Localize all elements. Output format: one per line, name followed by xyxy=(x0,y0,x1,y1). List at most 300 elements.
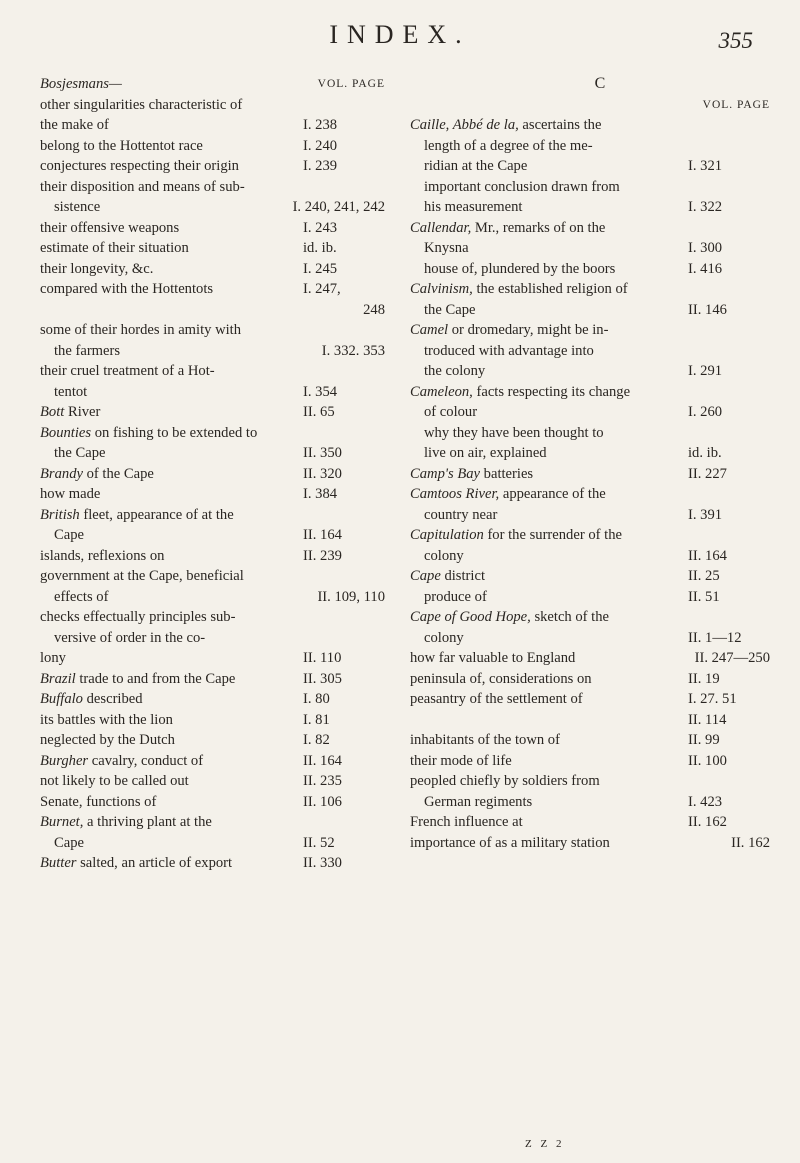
entry-text xyxy=(424,341,594,362)
entry-description: compared with the Hottentots xyxy=(40,281,214,297)
index-entry xyxy=(40,853,385,874)
entry-description: French influence at xyxy=(410,814,523,830)
entry-description: batteries xyxy=(480,465,534,482)
entry-description: effects of xyxy=(54,588,109,605)
entry-text xyxy=(40,505,234,526)
entry-reference: II. 239 xyxy=(303,547,342,564)
index-entry xyxy=(410,710,770,731)
entry-text xyxy=(424,238,469,259)
entry-reference: II. 100 xyxy=(688,752,727,769)
index-entry xyxy=(40,587,385,608)
entry-reference: I. 238 xyxy=(303,117,338,133)
index-entry xyxy=(410,833,770,854)
entry-reference: I. 81 xyxy=(303,711,330,728)
entry-reference: I. 300 xyxy=(688,240,723,256)
entry-description: sistence xyxy=(54,199,101,215)
entry-text xyxy=(40,259,153,280)
entry-text xyxy=(424,136,593,157)
entry-description: not likely to be called out xyxy=(40,773,189,789)
index-entry xyxy=(410,464,770,485)
index-entry xyxy=(410,443,770,464)
entry-description: country near xyxy=(424,506,498,523)
entry-keyword: Calvinism, xyxy=(410,281,473,297)
entry-reference: I. 247, xyxy=(303,281,341,297)
entry-reference: II. 106 xyxy=(303,793,342,810)
index-entry xyxy=(410,792,770,813)
entry-reference: II. 109, 110 xyxy=(317,588,385,605)
vol-page-label: VOL. PAGE xyxy=(702,98,770,111)
index-entry xyxy=(410,751,770,772)
entry-reference: II. 51 xyxy=(688,588,720,605)
entry-keyword: Bott xyxy=(40,404,65,420)
index-entry xyxy=(40,218,385,239)
entry-reference: II. 162 xyxy=(731,834,770,851)
entry-reference: I. 416 xyxy=(688,260,723,277)
index-entry xyxy=(40,505,385,526)
index-entry xyxy=(40,525,385,546)
entry-keyword: Capitulation xyxy=(410,527,484,543)
entry-description: facts respecting its change xyxy=(472,383,631,400)
entry-description: live on air, explained xyxy=(424,445,547,461)
index-entry xyxy=(40,361,385,382)
entry-text xyxy=(54,197,100,218)
index-entries xyxy=(40,95,385,874)
entry-reference: II. 320 xyxy=(303,465,342,482)
index-entry xyxy=(410,218,770,239)
entry-text xyxy=(410,525,622,546)
entry-text xyxy=(54,443,105,464)
entry-reference: II. 164 xyxy=(303,527,342,543)
index-entry xyxy=(40,402,385,423)
index-entry xyxy=(40,238,385,259)
entry-keyword: Bounties xyxy=(40,424,92,441)
index-column-left xyxy=(40,74,385,874)
entry-keyword: British xyxy=(40,506,80,523)
index-entry xyxy=(40,177,385,198)
entry-text xyxy=(424,197,522,218)
index-entry xyxy=(40,566,385,587)
entry-description: Senate, functions of xyxy=(40,793,157,810)
index-column-right xyxy=(410,74,770,853)
entry-text xyxy=(410,382,630,403)
entry-keyword: Burgher xyxy=(40,752,89,769)
index-entry xyxy=(40,833,385,854)
entry-text xyxy=(40,320,241,341)
index-entry xyxy=(40,136,385,157)
entry-text xyxy=(410,566,485,587)
entry-description: the established religion of xyxy=(472,281,628,297)
entry-description: their disposition and means of sub- xyxy=(40,178,245,195)
entry-reference: II. 52 xyxy=(303,834,335,851)
entry-text xyxy=(410,771,600,792)
entry-text xyxy=(410,689,583,710)
section-letter: C xyxy=(594,75,606,92)
entry-reference: II. 350 xyxy=(303,445,342,461)
heading-term: Bosjesmans— xyxy=(40,76,122,92)
entry-text xyxy=(410,484,606,505)
entry-description: inhabitants of the town of xyxy=(410,732,560,748)
entry-keyword: Cape of Good Hope, xyxy=(410,609,531,625)
entry-text xyxy=(410,833,610,854)
index-entry xyxy=(40,423,385,444)
entry-text xyxy=(424,587,487,608)
index-entry xyxy=(40,689,385,710)
entry-description: tentot xyxy=(54,383,88,400)
entry-text xyxy=(410,279,628,300)
index-entry xyxy=(40,279,385,300)
entry-text xyxy=(424,177,620,198)
entry-keyword: Butter xyxy=(40,855,77,871)
entry-description: why they have been thought to xyxy=(424,424,604,441)
index-entry xyxy=(410,730,770,751)
index-entry xyxy=(410,382,770,403)
index-entry xyxy=(410,115,770,136)
entry-description: trade to and from the Cape xyxy=(75,670,236,687)
entry-description: colony xyxy=(424,547,464,564)
entry-reference: II. 305 xyxy=(303,670,342,687)
entry-text xyxy=(40,566,244,587)
entry-text xyxy=(40,402,100,423)
entry-description: colony xyxy=(424,629,464,646)
index-entry xyxy=(410,607,770,628)
index-entry xyxy=(410,546,770,567)
entry-text xyxy=(54,341,120,362)
entry-description: ascertains the xyxy=(518,117,602,133)
index-entry xyxy=(410,423,770,444)
entry-description: cavalry, conduct of xyxy=(88,752,204,769)
index-entry xyxy=(40,464,385,485)
entry-keyword: Camel xyxy=(410,322,449,338)
entry-keyword: Brazil xyxy=(40,670,76,687)
entry-text xyxy=(40,361,215,382)
entry-reference: II. 146 xyxy=(688,301,727,318)
entry-heading xyxy=(40,74,385,95)
entry-description: troduced with advantage into xyxy=(424,342,594,359)
entry-description: their mode of life xyxy=(410,752,512,769)
entry-reference: I. 243 xyxy=(303,219,338,236)
entry-description: peninsula of, considerations on xyxy=(410,670,592,687)
entry-description: of the Cape xyxy=(82,465,154,482)
index-entry xyxy=(410,525,770,546)
entry-reference: I. 80 xyxy=(303,691,330,707)
index-entry xyxy=(40,115,385,136)
entry-description: the make of xyxy=(40,117,109,133)
entry-keyword: Cameleon, xyxy=(410,383,473,400)
entry-reference: II. 110 xyxy=(303,650,342,666)
entry-text xyxy=(54,525,84,546)
entry-reference: I. 391 xyxy=(688,506,723,523)
entry-reference: II. 25 xyxy=(688,568,720,584)
entry-text xyxy=(424,423,604,444)
entry-description: described xyxy=(82,691,143,707)
entry-reference: I. 354 xyxy=(303,383,338,400)
entry-text xyxy=(424,792,532,813)
entry-description: the colony xyxy=(424,363,486,379)
entry-description: produce of xyxy=(424,588,487,605)
entry-reference: id. ib. xyxy=(688,445,722,461)
index-entry xyxy=(410,259,770,280)
entry-description: his measurement xyxy=(424,199,523,215)
entry-description: estimate of their situation xyxy=(40,240,189,256)
entry-keyword: Callendar, xyxy=(410,219,472,236)
entry-reference: I. 239 xyxy=(303,158,338,174)
entry-text xyxy=(40,136,203,157)
index-entry xyxy=(410,484,770,505)
entry-description: sketch of the xyxy=(530,609,610,625)
entry-text xyxy=(410,730,560,751)
index-entry xyxy=(40,812,385,833)
entry-description: peasantry of the settlement of xyxy=(410,691,583,707)
entry-description: their longevity, &c. xyxy=(40,260,154,277)
index-entry xyxy=(40,771,385,792)
entry-reference: I. 384 xyxy=(303,486,338,502)
index-entry xyxy=(40,730,385,751)
entry-text xyxy=(410,320,608,341)
entry-text xyxy=(40,751,203,772)
entry-reference: II. 19 xyxy=(688,670,720,687)
entry-description: some of their hordes in amity with xyxy=(40,322,242,338)
entry-text xyxy=(40,177,245,198)
entry-text xyxy=(40,546,164,567)
index-entry xyxy=(40,95,385,116)
entry-reference: II. 164 xyxy=(303,752,342,769)
entry-description: their offensive weapons xyxy=(40,219,180,236)
index-entry xyxy=(410,648,770,669)
index-entry xyxy=(40,751,385,772)
entry-description: Knysna xyxy=(424,240,469,256)
index-entry xyxy=(410,628,770,649)
index-entry xyxy=(410,136,770,157)
entry-text xyxy=(410,648,575,669)
index-entry xyxy=(410,177,770,198)
index-entry xyxy=(40,443,385,464)
index-entry xyxy=(410,689,770,710)
index-entry xyxy=(40,197,385,218)
entry-text xyxy=(40,792,156,813)
signature-mark: Z Z 2 xyxy=(525,1138,565,1150)
page-header xyxy=(0,20,800,60)
entry-text xyxy=(410,607,609,628)
entry-description: house of, plundered by the boors xyxy=(424,260,616,277)
entry-description: how far valuable to England xyxy=(410,650,576,666)
entry-description: a thriving plant at the xyxy=(83,814,212,830)
entry-text xyxy=(410,218,605,239)
entry-reference: I. 423 xyxy=(688,793,723,810)
index-entry xyxy=(40,546,385,567)
entry-text xyxy=(424,443,547,464)
index-entry xyxy=(40,382,385,403)
entry-text xyxy=(424,300,475,321)
entry-keyword: Buffalo xyxy=(40,691,83,707)
index-entry xyxy=(40,484,385,505)
entry-text xyxy=(40,669,235,690)
entry-reference: I. 322 xyxy=(688,199,723,215)
entry-description: Mr., remarks of on the xyxy=(471,219,606,236)
index-entry xyxy=(410,566,770,587)
entry-description: on fishing to be extended to xyxy=(91,424,258,441)
entry-keyword: Camp's Bay xyxy=(410,465,481,482)
entry-text xyxy=(40,484,100,505)
index-entry xyxy=(410,156,770,177)
entry-description: for the surrender of the xyxy=(483,527,622,543)
entry-description: important conclusion drawn from xyxy=(424,178,620,195)
entry-reference: II. 330 xyxy=(303,855,342,871)
index-entry xyxy=(410,300,770,321)
page-number: 355 xyxy=(718,28,753,53)
entry-description: its battles with the lion xyxy=(40,711,173,728)
entry-description: or dromedary, might be in- xyxy=(448,322,609,338)
entry-text xyxy=(40,238,189,259)
entry-description: how made xyxy=(40,486,101,502)
index-entry xyxy=(410,361,770,382)
entry-description: the Cape xyxy=(424,301,476,318)
entry-keyword: Brandy xyxy=(40,465,83,482)
entry-text xyxy=(410,464,533,485)
index-entry xyxy=(40,648,385,669)
entry-description: ridian at the Cape xyxy=(424,158,528,174)
index-entry xyxy=(40,710,385,731)
entry-reference: I. 245 xyxy=(303,260,338,277)
index-entry xyxy=(40,300,385,321)
index-entry xyxy=(410,812,770,833)
vol-page-label: VOL. PAGE xyxy=(317,78,385,90)
entry-description: fleet, appearance of at the xyxy=(79,506,234,523)
entry-description: neglected by the Dutch xyxy=(40,732,175,748)
entry-reference: II. 162 xyxy=(688,814,727,830)
index-entry xyxy=(410,402,770,423)
entry-description: belong to the Hottentot race xyxy=(40,137,203,154)
entry-text xyxy=(424,259,615,280)
entry-reference: I. 291 xyxy=(688,363,723,379)
entry-reference: II. 114 xyxy=(688,711,727,728)
entry-text xyxy=(40,771,189,792)
entry-text xyxy=(410,751,512,772)
entry-description: lony xyxy=(40,650,66,666)
index-entry xyxy=(410,197,770,218)
entry-description: length of a degree of the me- xyxy=(424,137,593,154)
entry-text xyxy=(40,279,213,300)
entry-description: versive of order in the co- xyxy=(54,629,206,646)
index-entry xyxy=(410,279,770,300)
entry-description: islands, reflexions on xyxy=(40,547,165,564)
entry-text xyxy=(40,423,257,444)
entry-description: peopled chiefly by soldiers from xyxy=(410,773,600,789)
entry-reference: II. 99 xyxy=(688,732,720,748)
entry-keyword: Cape xyxy=(410,568,441,584)
entry-text xyxy=(424,361,485,382)
entry-reference: id. ib. xyxy=(303,240,337,256)
entry-reference: II. 227 xyxy=(688,465,727,482)
entry-description: their cruel treatment of a Hot- xyxy=(40,363,215,379)
index-entry xyxy=(410,238,770,259)
entry-text xyxy=(410,115,601,136)
index-entry xyxy=(410,341,770,362)
entry-description: German regiments xyxy=(424,793,533,810)
index-title: INDEX. xyxy=(329,20,471,49)
entry-text xyxy=(40,812,212,833)
entry-reference: I. 321 xyxy=(688,158,723,174)
entry-reference: II. 1—12 xyxy=(688,629,742,646)
entry-description: Cape xyxy=(54,834,84,851)
index-entry xyxy=(40,669,385,690)
entry-reference: I. 240 xyxy=(303,137,338,154)
entry-text xyxy=(40,648,66,669)
entry-text xyxy=(40,689,143,710)
index-entry xyxy=(410,320,770,341)
entry-text xyxy=(410,669,592,690)
entry-text xyxy=(424,546,464,567)
entry-text xyxy=(424,402,477,423)
index-entry xyxy=(410,669,770,690)
entry-keyword: Burnet, xyxy=(40,814,84,830)
index-entries xyxy=(410,115,770,853)
entry-description: Cape xyxy=(54,527,84,543)
entry-text xyxy=(424,505,497,526)
index-entry xyxy=(40,341,385,362)
entry-text xyxy=(40,853,232,874)
index-entry xyxy=(40,320,385,341)
entry-keyword: Caille, Abbé de la, xyxy=(410,117,519,133)
entry-description: of colour xyxy=(424,404,478,420)
entry-text xyxy=(54,833,84,854)
entry-description: district xyxy=(440,568,485,584)
index-entry xyxy=(410,587,770,608)
index-entry xyxy=(40,156,385,177)
entry-reference: II. 247—250 xyxy=(694,650,770,666)
entry-description: appearance of the xyxy=(499,486,606,502)
entry-description: checks effectually principles sub- xyxy=(40,609,236,625)
index-entry xyxy=(40,607,385,628)
entry-description: the farmers xyxy=(54,342,121,359)
entry-description: salted, an article of export xyxy=(76,855,233,871)
entry-reference: I. 27. 51 xyxy=(688,691,737,707)
entry-text xyxy=(54,587,108,608)
entry-reference: I. 82 xyxy=(303,732,330,748)
index-entry xyxy=(410,505,770,526)
entry-keyword: Camtoos River, xyxy=(410,486,500,502)
entry-description: importance of as a military station xyxy=(410,834,610,851)
entry-description: conjectures respecting their origin xyxy=(40,158,239,174)
entry-reference: I. 260 xyxy=(688,404,723,420)
entry-text xyxy=(40,607,235,628)
entry-reference: 248 xyxy=(363,301,385,318)
entry-reference: I. 240, 241, 242 xyxy=(292,199,385,215)
entry-reference: II. 235 xyxy=(303,773,342,789)
entry-text xyxy=(40,115,109,136)
entry-text xyxy=(424,156,527,177)
entry-text xyxy=(40,730,175,751)
entry-text xyxy=(54,628,205,649)
entry-reference: II. 164 xyxy=(688,547,727,564)
entry-text xyxy=(40,95,242,116)
entry-text xyxy=(40,464,154,485)
index-entry xyxy=(410,771,770,792)
entry-text xyxy=(54,382,87,403)
entry-reference: I. 332. 353 xyxy=(321,342,385,359)
entry-description: other singularities characteristic of xyxy=(40,96,243,113)
entry-text xyxy=(40,710,173,731)
index-entry xyxy=(40,259,385,280)
entry-description: the Cape xyxy=(54,445,106,461)
entry-text xyxy=(40,218,179,239)
entry-text xyxy=(40,156,239,177)
entry-description: River xyxy=(64,404,101,420)
index-entry xyxy=(40,792,385,813)
entry-text xyxy=(424,628,464,649)
entry-reference: II. 65 xyxy=(303,404,335,420)
index-entry xyxy=(40,628,385,649)
entry-text xyxy=(410,812,523,833)
